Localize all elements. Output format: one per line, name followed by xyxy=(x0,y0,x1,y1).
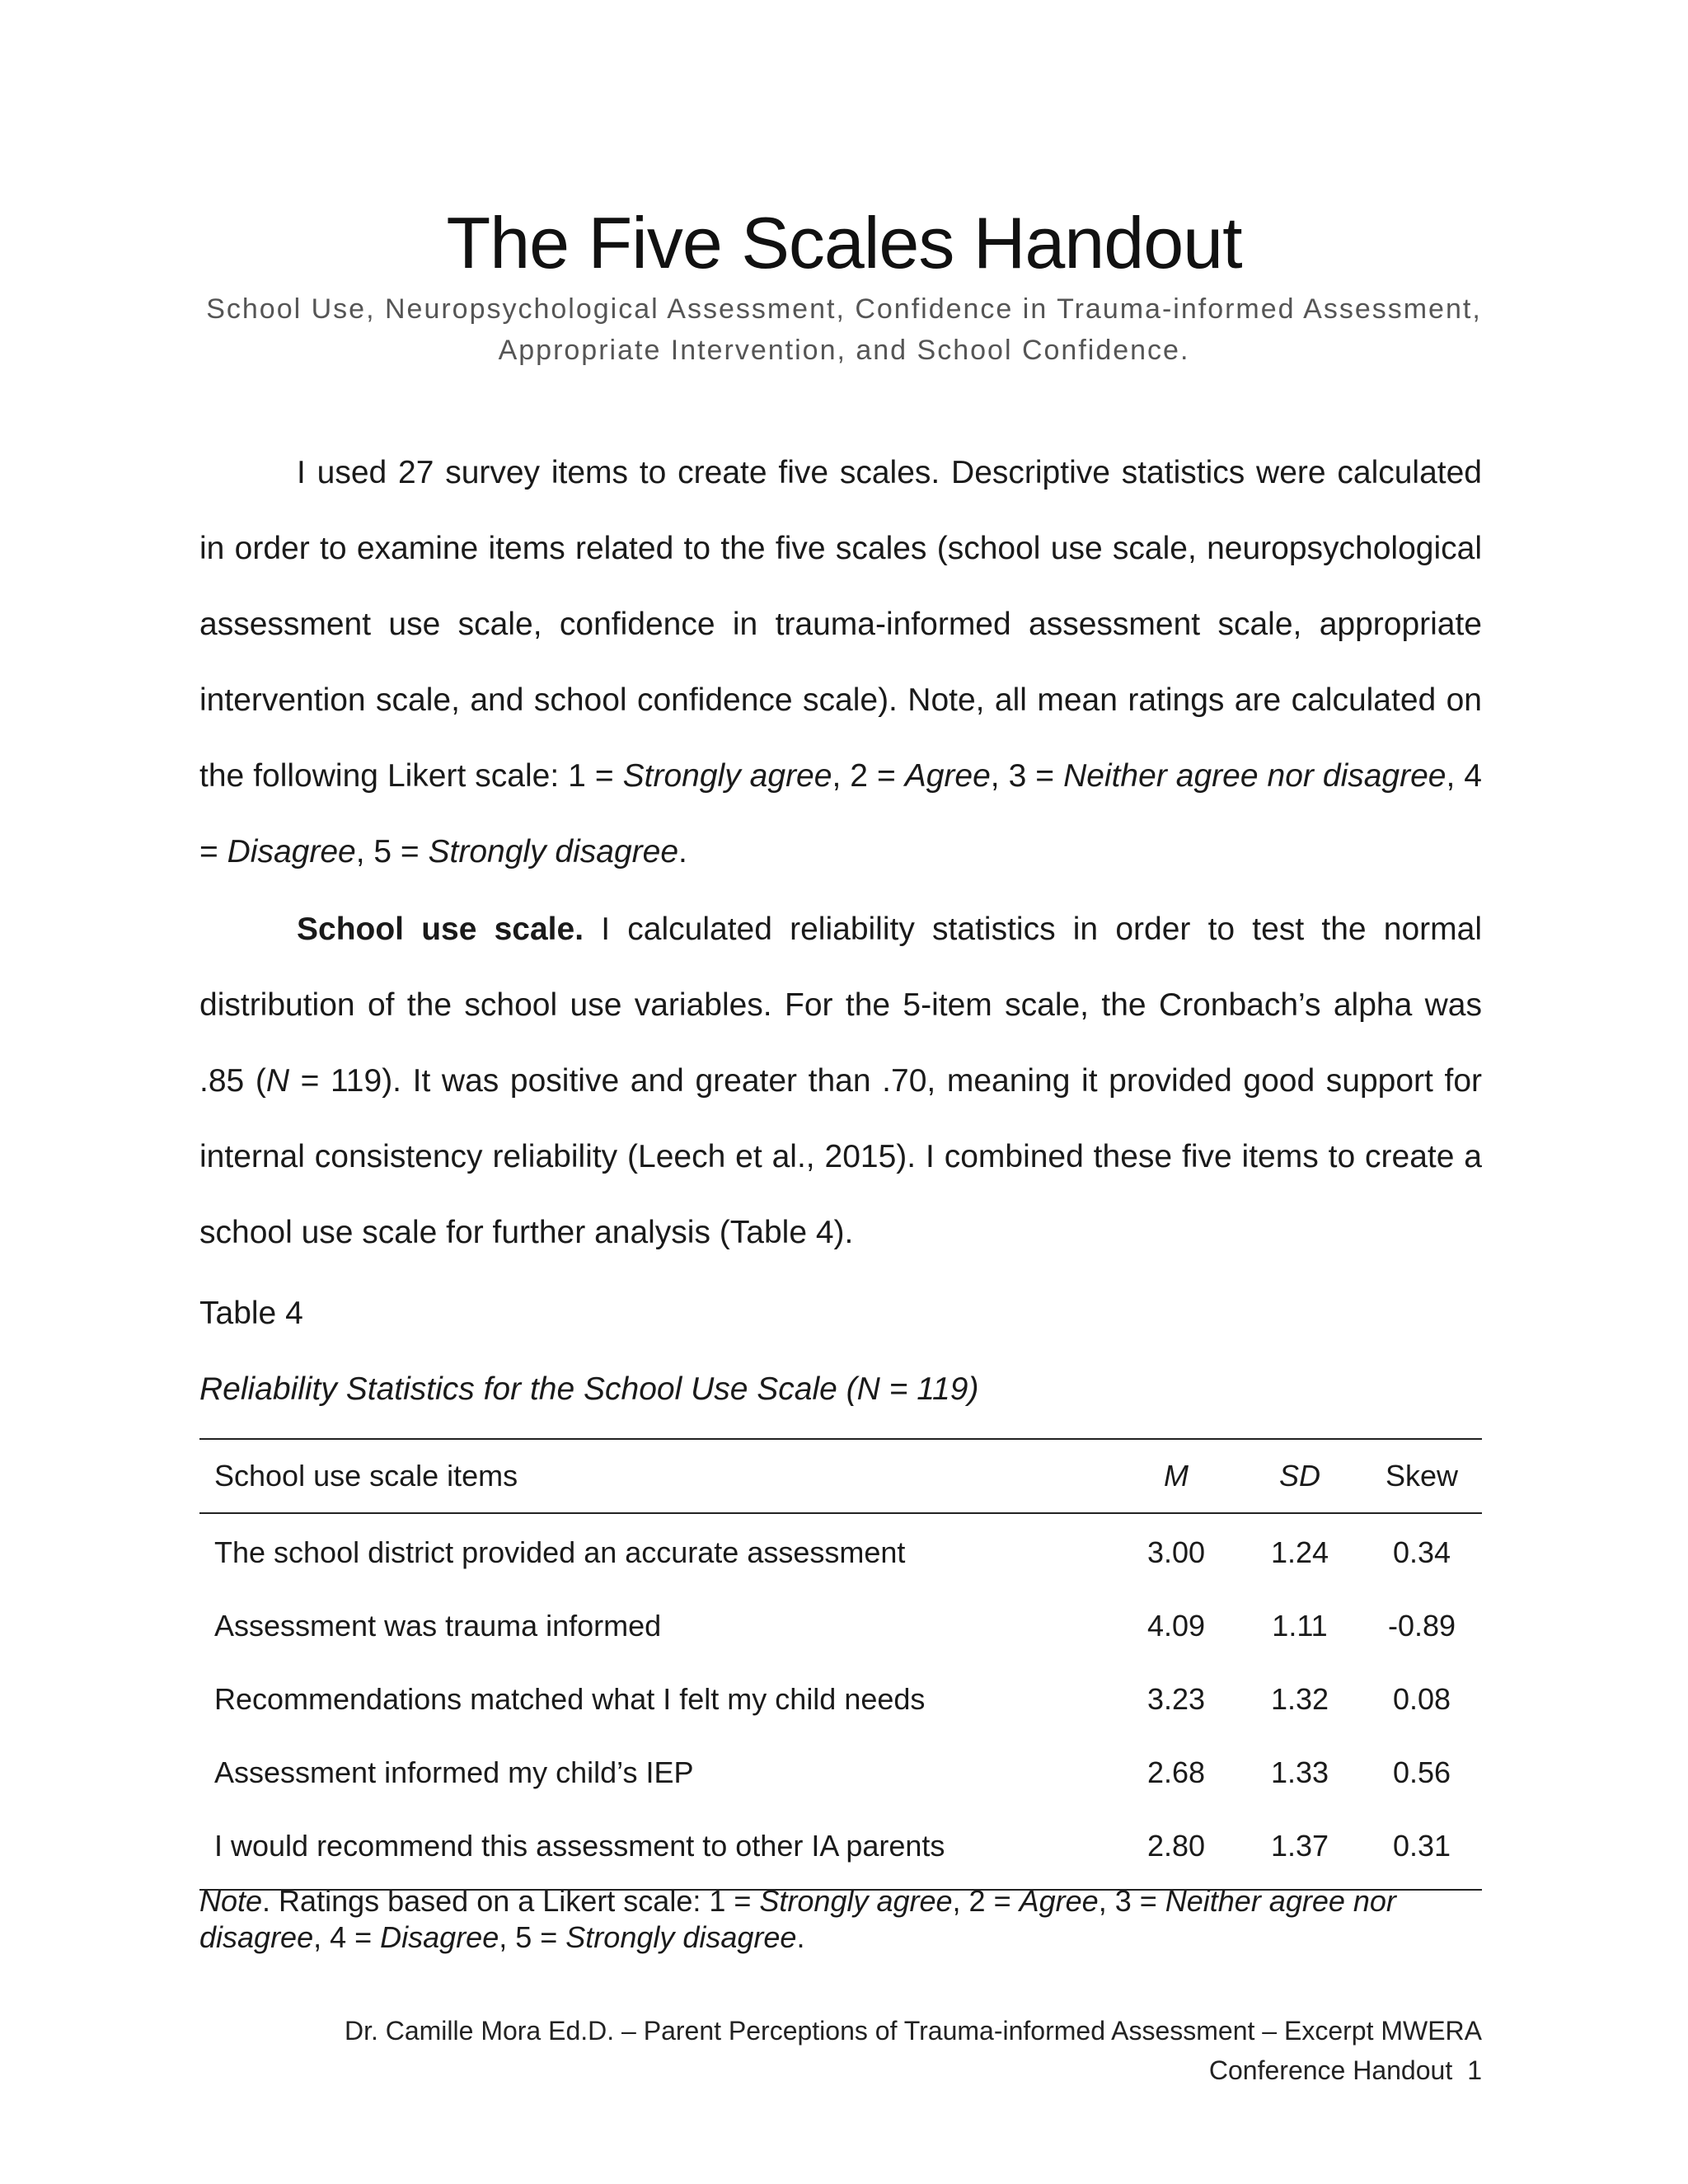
note-likert-4: Disagree xyxy=(380,1920,499,1954)
note-text-1: . Ratings based on a Likert scale: 1 = xyxy=(262,1884,760,1918)
school-use-text-2: = 119). It was positive and greater than .70, meaning it provided good support for internal consistency reliability (Leech et al., 2015). I combined these five items to create a school use scale for further analysis (Table 4). xyxy=(199,1063,1482,1250)
row-item: The school district provided an accurate assessment xyxy=(214,1535,906,1569)
note-likert-3: Neither agree nor disagree xyxy=(199,1884,1396,1954)
header-item: School use scale items xyxy=(214,1459,518,1493)
table-row xyxy=(199,1589,1482,1662)
page-footer xyxy=(246,2011,1482,2090)
table-body xyxy=(199,1514,1482,1889)
row-mean: 2.68 xyxy=(1146,1755,1206,1789)
page-title: The Five Scales Handout xyxy=(446,202,1242,284)
row-sd: 1.33 xyxy=(1270,1755,1329,1789)
row-item: I would recommend this assessment to other IA parents xyxy=(214,1828,945,1863)
row-mean: 3.23 xyxy=(1146,1681,1206,1716)
page-number: 1 xyxy=(1467,2055,1482,2085)
note-sep-2: , 3 = xyxy=(1098,1884,1165,1918)
row-sd: 1.11 xyxy=(1272,1608,1328,1643)
table-row xyxy=(199,1662,1482,1736)
row-skew: 0.56 xyxy=(1392,1755,1451,1789)
intro-paragraph xyxy=(199,435,1482,890)
intro-end: . xyxy=(678,834,687,869)
row-skew: 0.34 xyxy=(1392,1535,1451,1569)
table-note xyxy=(199,1883,1482,1956)
table-row xyxy=(199,1736,1482,1809)
row-mean: 2.80 xyxy=(1146,1828,1206,1863)
footer-line-2 xyxy=(246,2050,1482,2090)
row-mean: 4.09 xyxy=(1146,1608,1206,1643)
note-likert-1: Strongly agree xyxy=(759,1884,953,1918)
likert-label-5: Strongly disagree xyxy=(428,834,679,869)
likert-label-4: Disagree xyxy=(227,834,356,869)
note-sep-1: , 2 = xyxy=(952,1884,1020,1918)
note-label: Note xyxy=(199,1884,263,1918)
sample-size-symbol: N xyxy=(265,1063,289,1099)
page-subtitle: School Use, Neuropsychological Assessment, Confidence in Trauma-informed Assessment, Appropriate Intervention, and School Confidence. xyxy=(206,293,1482,366)
row-sd: 1.37 xyxy=(1270,1828,1329,1863)
reliability-table xyxy=(199,1438,1482,1891)
table-label: Table 4 xyxy=(199,1296,303,1331)
table-caption: Reliability Statistics for the School Use Scale (N = 119) xyxy=(199,1371,979,1407)
row-skew: 0.31 xyxy=(1392,1828,1451,1863)
footer-handout-label: Conference Handout xyxy=(1208,2055,1453,2085)
row-item: Assessment informed my child’s IEP xyxy=(214,1755,694,1789)
school-use-heading: School use scale. xyxy=(297,912,584,947)
row-sd: 1.24 xyxy=(1270,1535,1329,1569)
note-likert-5: Strongly disagree xyxy=(565,1920,797,1954)
row-skew: 0.08 xyxy=(1392,1681,1451,1716)
table-row xyxy=(199,1809,1482,1882)
row-skew: -0.89 xyxy=(1387,1608,1456,1643)
intro-sep-2: , 3 = xyxy=(990,758,1064,794)
header-skew: Skew xyxy=(1385,1459,1459,1493)
row-sd: 1.32 xyxy=(1270,1681,1329,1716)
intro-sep-1: , 2 = xyxy=(832,758,905,794)
intro-sep-3: , 4 = xyxy=(199,758,1482,869)
row-mean: 3.00 xyxy=(1146,1535,1206,1569)
note-end: . xyxy=(796,1920,805,1954)
row-item: Recommendations matched what I felt my child needs xyxy=(214,1681,926,1716)
likert-label-3: Neither agree nor disagree xyxy=(1063,758,1447,794)
header-mean: M xyxy=(1164,1459,1189,1493)
intro-text: I used 27 survey items to create five scales. Descriptive statistics were calculated in order to examine items related to the five scales (school use scale, neuropsychological assessment use scale, confidence in trauma-informed assessment scale, appropriate intervention scale, and school confidence scale). Note, all mean ratings are calculated on the following Likert scale: 1 = xyxy=(199,455,1482,794)
note-sep-4: , 5 = xyxy=(499,1920,566,1954)
table-row xyxy=(199,1516,1482,1589)
school-use-text-1: I calculated reliability statistics in order to test the normal distribution of the school use variables. For the 5-item scale, the Cronbach’s alpha was .85 ( xyxy=(199,912,1483,1099)
table-header-row xyxy=(199,1440,1482,1512)
row-item: Assessment was trauma informed xyxy=(214,1608,662,1643)
footer-line-1: Dr. Camille Mora Ed.D. – Parent Perceptions of Trauma-informed Assessment – Excerpt MWERA xyxy=(344,2016,1482,2046)
note-sep-3: , 4 = xyxy=(313,1920,381,1954)
note-likert-2: Agree xyxy=(1019,1884,1099,1918)
likert-label-2: Agree xyxy=(904,758,991,794)
intro-sep-4: , 5 = xyxy=(355,834,429,869)
header-sd: SD xyxy=(1278,1459,1320,1493)
likert-label-1: Strongly agree xyxy=(622,758,832,794)
school-use-paragraph xyxy=(199,892,1482,1271)
